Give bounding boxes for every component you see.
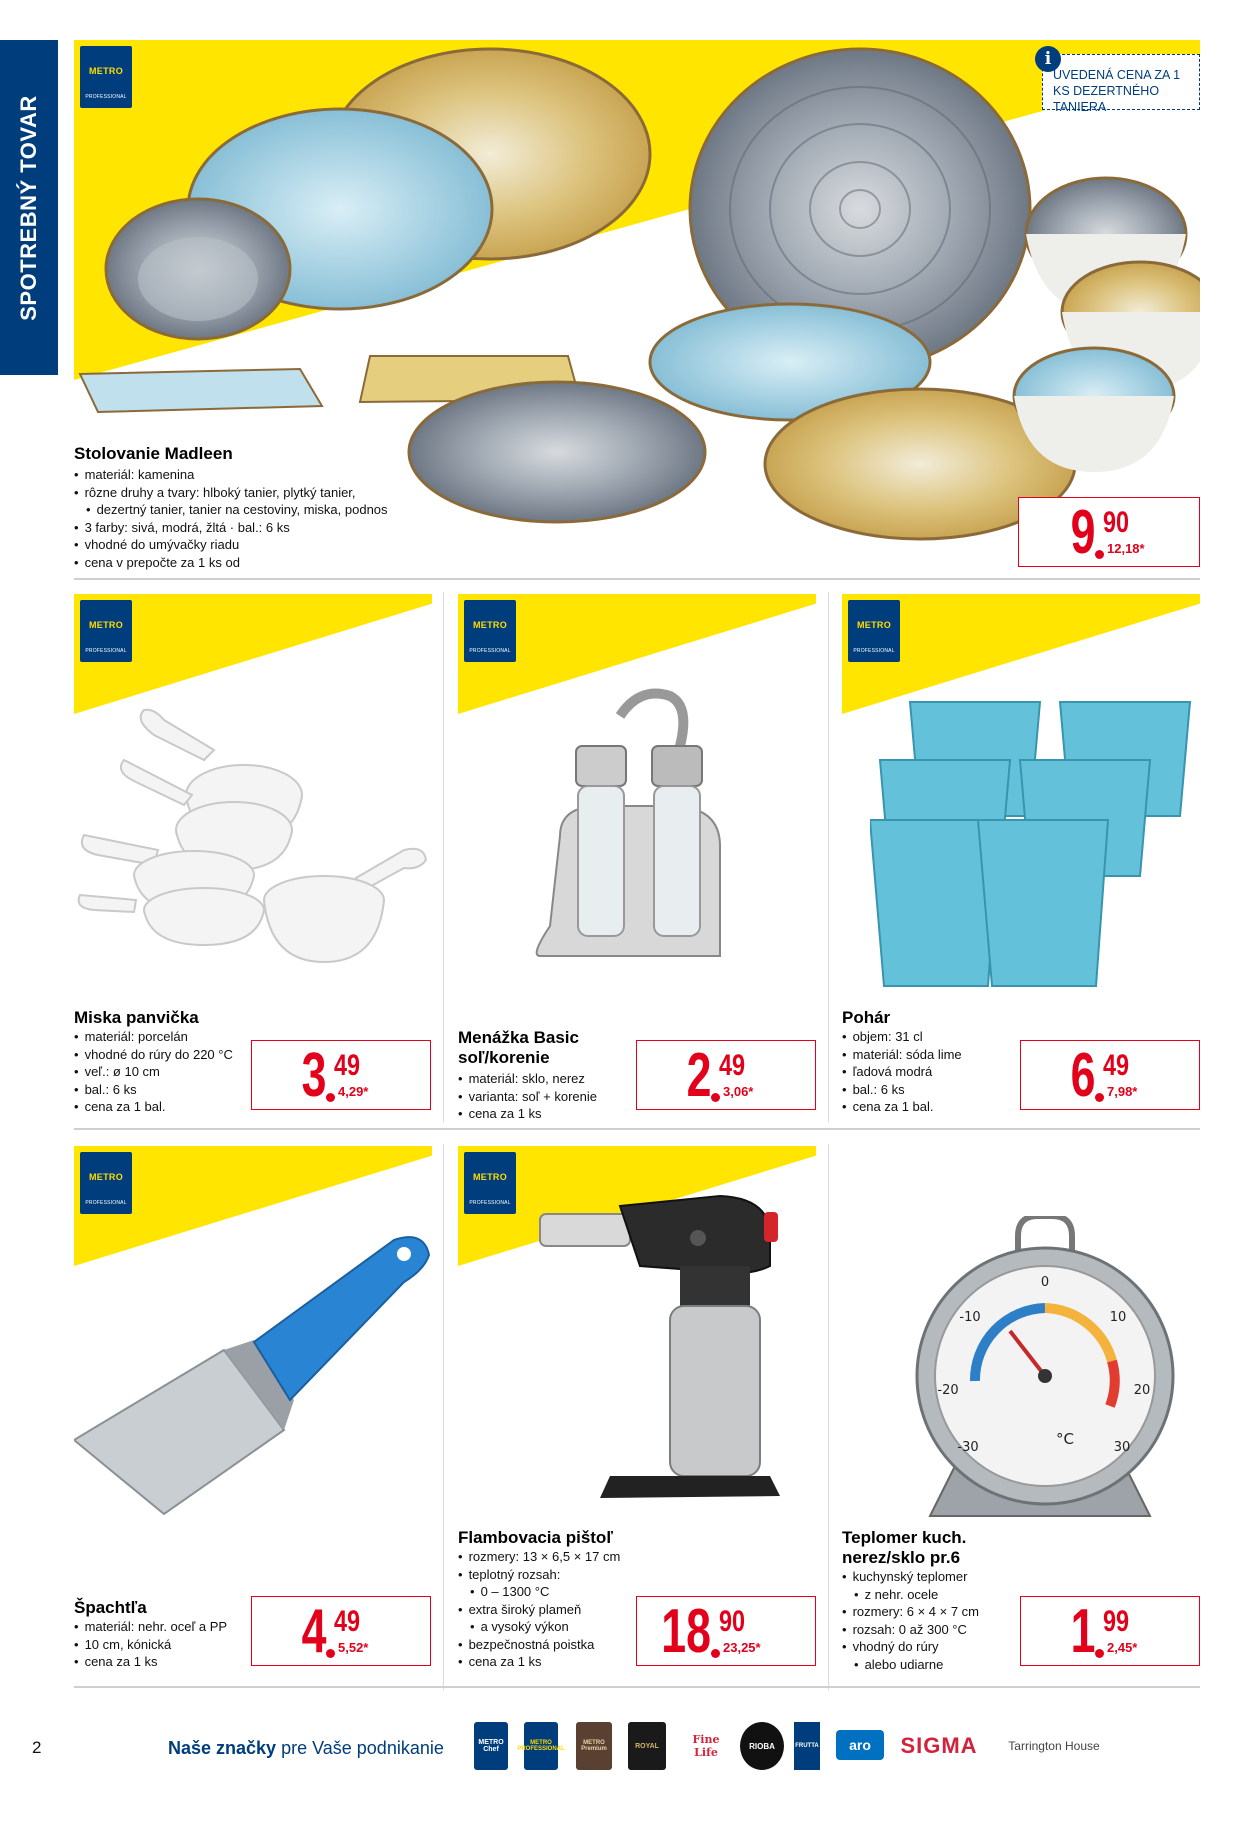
thermometer-image bbox=[890, 1216, 1190, 1536]
metro-badge: METRO PROFESSIONAL bbox=[464, 600, 516, 662]
product-specs bbox=[74, 1028, 233, 1116]
brand-logo-metro-professional: METRO PROFESSIONAL bbox=[524, 1722, 558, 1770]
spec-line: • ľadová modrá bbox=[842, 1063, 962, 1081]
price-decimal: 49 bbox=[719, 1049, 746, 1082]
brand-logo-sigma: SIGMA bbox=[900, 1733, 978, 1758]
spec-line: • vhodný do rúry bbox=[842, 1638, 979, 1656]
price-decimal: 49 bbox=[334, 1605, 361, 1638]
spec-line: • cena za 1 bal. bbox=[74, 1098, 233, 1116]
price-gross: 23,25* bbox=[723, 1640, 761, 1655]
thermometer-unit: °C bbox=[1056, 1430, 1074, 1448]
product-specs bbox=[458, 1548, 620, 1671]
spec-line: • objem: 31 cl bbox=[842, 1028, 962, 1046]
spec-line: • veľ.: ø 10 cm bbox=[74, 1063, 233, 1081]
spec-line: • cena za 1 ks bbox=[458, 1653, 620, 1671]
column-divider bbox=[828, 592, 829, 1122]
category-side-tab bbox=[0, 40, 58, 375]
price-whole: 2 bbox=[686, 1041, 711, 1110]
section-divider bbox=[74, 1686, 1200, 1688]
spec-line: • materiál: nehr. oceľ a PP bbox=[74, 1618, 227, 1636]
price-decimal: 90 bbox=[719, 1605, 746, 1638]
column-divider bbox=[443, 592, 444, 1122]
footer-tagline bbox=[168, 1738, 444, 1759]
thermometer-tick: 20 bbox=[1133, 1383, 1151, 1398]
price-gross: 2,45* bbox=[1107, 1640, 1138, 1655]
price-separator bbox=[326, 1093, 335, 1102]
spec-line: • 3 farby: sivá, modrá, žltá · bal.: 6 ks bbox=[74, 519, 388, 537]
spec-line: • 0 – 1300 °C bbox=[458, 1583, 620, 1601]
spec-line: • cena v prepočte za 1 ks od bbox=[74, 554, 388, 572]
thermometer-tick: 10 bbox=[1109, 1310, 1127, 1325]
spec-line: • vhodné do umývačky riadu bbox=[74, 536, 388, 554]
price-gross: 3,06* bbox=[723, 1084, 754, 1099]
spec-line: • teplotný rozsah: bbox=[458, 1566, 620, 1584]
mini-pan-bowls-image bbox=[74, 700, 434, 980]
brand-logo-royal: ROYAL bbox=[628, 1722, 666, 1770]
spec-line: • materiál: sóda lime bbox=[842, 1046, 962, 1064]
column-divider bbox=[828, 1144, 829, 1690]
thermometer-tick: -20 bbox=[937, 1383, 959, 1398]
spec-line: • cena za 1 ks bbox=[74, 1653, 227, 1671]
product-specs bbox=[74, 466, 388, 571]
spec-line: • 10 cm, kónická bbox=[74, 1636, 227, 1654]
spec-line: • bal.: 6 ks bbox=[842, 1081, 962, 1099]
price-gross: 4,29* bbox=[338, 1084, 369, 1099]
product-title: Miska panvička bbox=[74, 1008, 199, 1027]
brand-logo-rioba: RIOBA bbox=[740, 1722, 784, 1770]
price-separator bbox=[326, 1649, 335, 1658]
category-label: SPOTREBNÝ TOVAR bbox=[16, 95, 41, 321]
thermometer-tick: 0 bbox=[1040, 1275, 1050, 1290]
metro-badge: METRO PROFESSIONAL bbox=[80, 46, 132, 108]
product-specs bbox=[842, 1028, 962, 1116]
product-title: Teplomer kuch. nerez/sklo pr.6 bbox=[842, 1528, 967, 1567]
metro-badge: METRO PROFESSIONAL bbox=[848, 600, 900, 662]
metro-badge: METRO PROFESSIONAL bbox=[464, 1152, 516, 1214]
price-tag bbox=[1020, 1040, 1200, 1110]
product-specs bbox=[458, 1070, 597, 1123]
spec-line: • alebo udiarne bbox=[842, 1656, 979, 1674]
spec-line: • rozmery: 13 × 6,5 × 17 cm bbox=[458, 1548, 620, 1566]
product-title: Pohár bbox=[842, 1008, 891, 1027]
price-gross: 12,18* bbox=[1107, 541, 1145, 556]
price-separator bbox=[711, 1093, 720, 1102]
price-tag bbox=[251, 1596, 431, 1666]
price-whole: 4 bbox=[301, 1597, 326, 1666]
metro-badge: METRO PROFESSIONAL bbox=[80, 1152, 132, 1214]
price-whole: 1 bbox=[1070, 1597, 1095, 1666]
product-title: Menážka Basic soľ/korenie bbox=[458, 1028, 579, 1067]
thermometer-tick: 30 bbox=[1113, 1440, 1131, 1455]
brand-logo-aro: aro bbox=[836, 1730, 884, 1760]
price-separator bbox=[1095, 550, 1104, 559]
price-whole: 6 bbox=[1070, 1041, 1095, 1110]
section-divider bbox=[74, 578, 1200, 580]
spec-line: • vhodné do rúry do 220 °C bbox=[74, 1046, 233, 1064]
spec-line: • rozmery: 6 × 4 × 7 cm bbox=[842, 1603, 979, 1621]
product-title: Stolovanie Madleen bbox=[74, 444, 233, 463]
spec-line: • rozsah: 0 až 300 °C bbox=[842, 1621, 979, 1639]
price-decimal: 49 bbox=[1103, 1049, 1130, 1082]
price-tag bbox=[636, 1596, 816, 1666]
spec-line: • z nehr. ocele bbox=[842, 1586, 979, 1604]
product-specs bbox=[842, 1568, 979, 1673]
price-decimal: 49 bbox=[334, 1049, 361, 1082]
price-tag bbox=[636, 1040, 816, 1110]
spec-line: • rôzne druhy a tvary: hlboký tanier, plytký tanier, bbox=[74, 484, 388, 502]
section-divider bbox=[74, 1128, 1200, 1130]
spec-line: • extra široký plameň bbox=[458, 1601, 620, 1619]
price-decimal: 99 bbox=[1103, 1605, 1130, 1638]
brand-logo-tarrington-house: Tarrington House bbox=[1008, 1739, 1100, 1753]
spec-line: • varianta: soľ + korenie bbox=[458, 1088, 597, 1106]
spec-line: • materiál: porcelán bbox=[74, 1028, 233, 1046]
price-gross: 7,98* bbox=[1107, 1084, 1138, 1099]
metro-badge: METRO PROFESSIONAL bbox=[80, 600, 132, 662]
brand-logo-frutta: FRUTTA bbox=[794, 1722, 820, 1770]
column-divider bbox=[443, 1144, 444, 1690]
spatula-image bbox=[74, 1230, 434, 1520]
spec-line: • a vysoký výkon bbox=[458, 1618, 620, 1636]
product-title: Flambovacia pištoľ bbox=[458, 1528, 613, 1547]
tagline-bold: Naše značky bbox=[168, 1738, 277, 1758]
spec-line: • cena za 1 ks bbox=[458, 1105, 597, 1123]
product-specs bbox=[74, 1618, 227, 1671]
price-whole: 9 bbox=[1070, 498, 1095, 567]
page-number: 2 bbox=[32, 1738, 42, 1757]
spec-line: • cena za 1 bal. bbox=[842, 1098, 962, 1116]
spec-line: • materiál: sklo, nerez bbox=[458, 1070, 597, 1088]
spec-line: • bal.: 6 ks bbox=[74, 1081, 233, 1099]
brand-logo-fine-life: Fine Life bbox=[692, 1733, 720, 1759]
brand-logo-metro-premium: METRO Premium bbox=[576, 1722, 612, 1770]
price-decimal: 90 bbox=[1103, 506, 1130, 539]
product-title: Špachtľa bbox=[74, 1598, 147, 1617]
price-tag bbox=[251, 1040, 431, 1110]
blue-glasses-image bbox=[870, 696, 1200, 996]
price-separator bbox=[711, 1649, 720, 1658]
info-icon: i bbox=[1035, 46, 1061, 72]
info-note-text: UVEDENÁ CENA ZA 1 KS DEZERTNÉHO TANIERA bbox=[1053, 68, 1181, 114]
spec-line: • kuchynský teplomer bbox=[842, 1568, 979, 1586]
thermometer-tick: -30 bbox=[957, 1440, 979, 1455]
brand-logo-metro-chef: METRO Chef bbox=[474, 1722, 508, 1770]
spec-line: • materiál: kamenina bbox=[74, 466, 388, 484]
tagline-rest: pre Vaše podnikanie bbox=[276, 1738, 444, 1758]
spec-line: • dezertný tanier, tanier na cestoviny, miska, podnos bbox=[74, 501, 388, 519]
price-gross: 5,52* bbox=[338, 1640, 369, 1655]
flambe-torch-image bbox=[520, 1176, 800, 1516]
salt-pepper-set-image bbox=[520, 686, 760, 986]
price-tag bbox=[1018, 497, 1200, 567]
price-whole: 3 bbox=[301, 1041, 326, 1110]
price-whole: 18 bbox=[661, 1597, 711, 1666]
price-tag bbox=[1020, 1596, 1200, 1666]
spec-line: • bezpečnostná poistka bbox=[458, 1636, 620, 1654]
price-separator bbox=[1095, 1649, 1104, 1658]
thermometer-tick: -10 bbox=[959, 1310, 981, 1325]
price-separator bbox=[1095, 1093, 1104, 1102]
